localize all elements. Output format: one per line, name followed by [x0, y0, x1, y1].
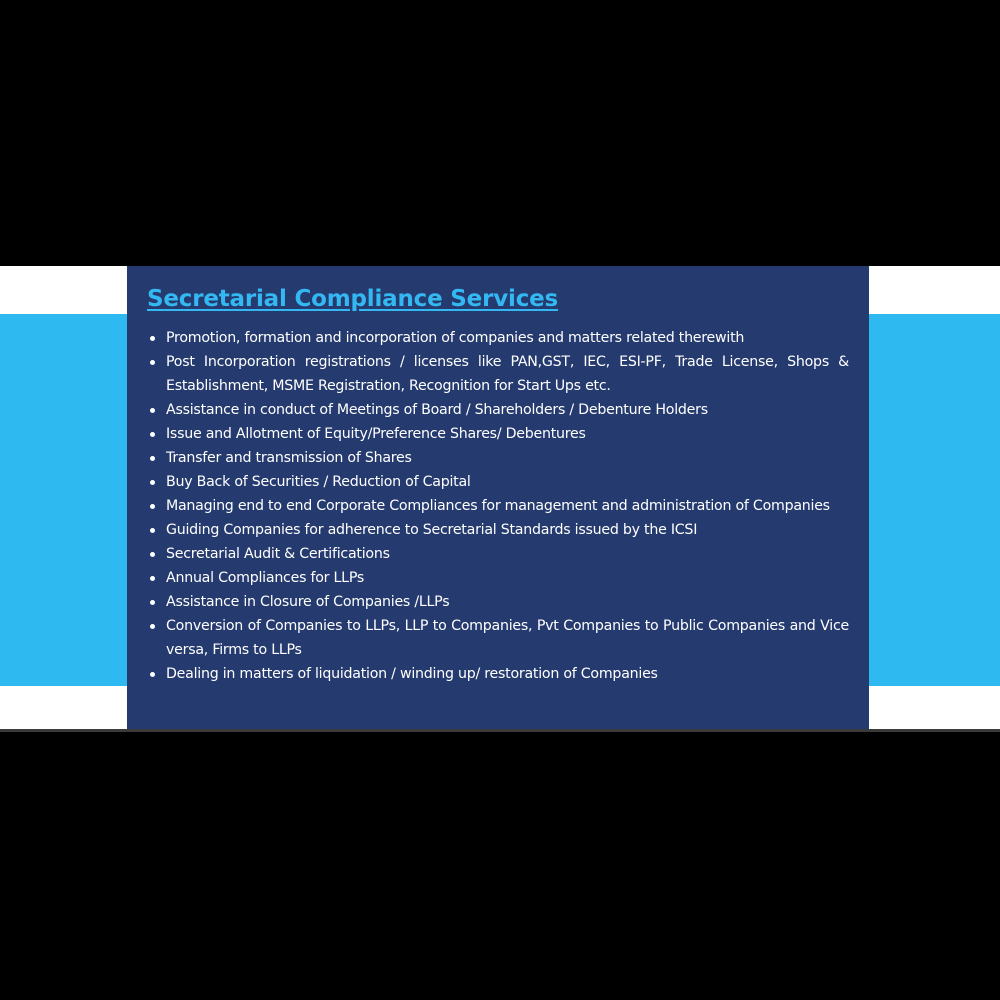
- service-item-text: Secretarial Audit & Certifications: [166, 546, 390, 562]
- bullet-icon: [150, 480, 155, 485]
- services-list: [147, 326, 849, 686]
- bullet-icon: [150, 432, 155, 437]
- slide: [0, 266, 1000, 732]
- bullet-icon: [150, 576, 155, 581]
- service-item: [147, 446, 849, 470]
- service-item: [147, 494, 849, 518]
- service-item: [147, 350, 849, 398]
- service-item-text: Conversion of Companies to LLPs, LLP to Companies, Pvt Companies to Public Companies and Vice versa, Firms to LLPs: [166, 618, 849, 658]
- bullet-icon: [150, 600, 155, 605]
- service-item: [147, 566, 849, 590]
- bullet-icon: [150, 456, 155, 461]
- slide-title: Secretarial Compliance Services: [147, 286, 559, 312]
- service-item: [147, 326, 849, 350]
- service-item: [147, 542, 849, 566]
- service-item: [147, 614, 849, 662]
- service-item: [147, 662, 849, 686]
- bullet-icon: [150, 528, 155, 533]
- service-item-text: Annual Compliances for LLPs: [166, 570, 365, 586]
- bullet-icon: [150, 624, 155, 629]
- service-item-text: Assistance in Closure of Companies /LLPs: [166, 594, 450, 610]
- bullet-icon: [150, 408, 155, 413]
- service-item-text: Promotion, formation and incorporation of companies and matters related therewith: [166, 330, 745, 346]
- bullet-icon: [150, 360, 155, 365]
- service-item-text: Assistance in conduct of Meetings of Board / Shareholders / Debenture Holders: [166, 402, 708, 418]
- service-item-text: Issue and Allotment of Equity/Preference Shares/ Debentures: [166, 426, 586, 442]
- content-panel: [127, 266, 869, 730]
- service-item-text: Transfer and transmission of Shares: [166, 450, 412, 466]
- service-item-text: Dealing in matters of liquidation / winding up/ restoration of Companies: [166, 666, 658, 682]
- service-item: [147, 518, 849, 542]
- bullet-icon: [150, 504, 155, 509]
- service-item: [147, 470, 849, 494]
- service-item-text: Guiding Companies for adherence to Secretarial Standards issued by the ICSI: [166, 522, 698, 538]
- bullet-icon: [150, 552, 155, 557]
- service-item-text: Managing end to end Corporate Compliances for management and administration of Companies: [166, 498, 830, 514]
- bullet-icon: [150, 672, 155, 677]
- service-item: [147, 422, 849, 446]
- service-item: [147, 590, 849, 614]
- service-item-text: Post Incorporation registrations / licenses like PAN,GST, IEC, ESI-PF, Trade License, Shops & Establishment, MSME Registration, Recognition for Start Ups etc.: [166, 354, 849, 394]
- bullet-icon: [150, 336, 155, 341]
- service-item: [147, 398, 849, 422]
- service-item-text: Buy Back of Securities / Reduction of Capital: [166, 474, 471, 490]
- slide-bottom-divider: [0, 729, 1000, 732]
